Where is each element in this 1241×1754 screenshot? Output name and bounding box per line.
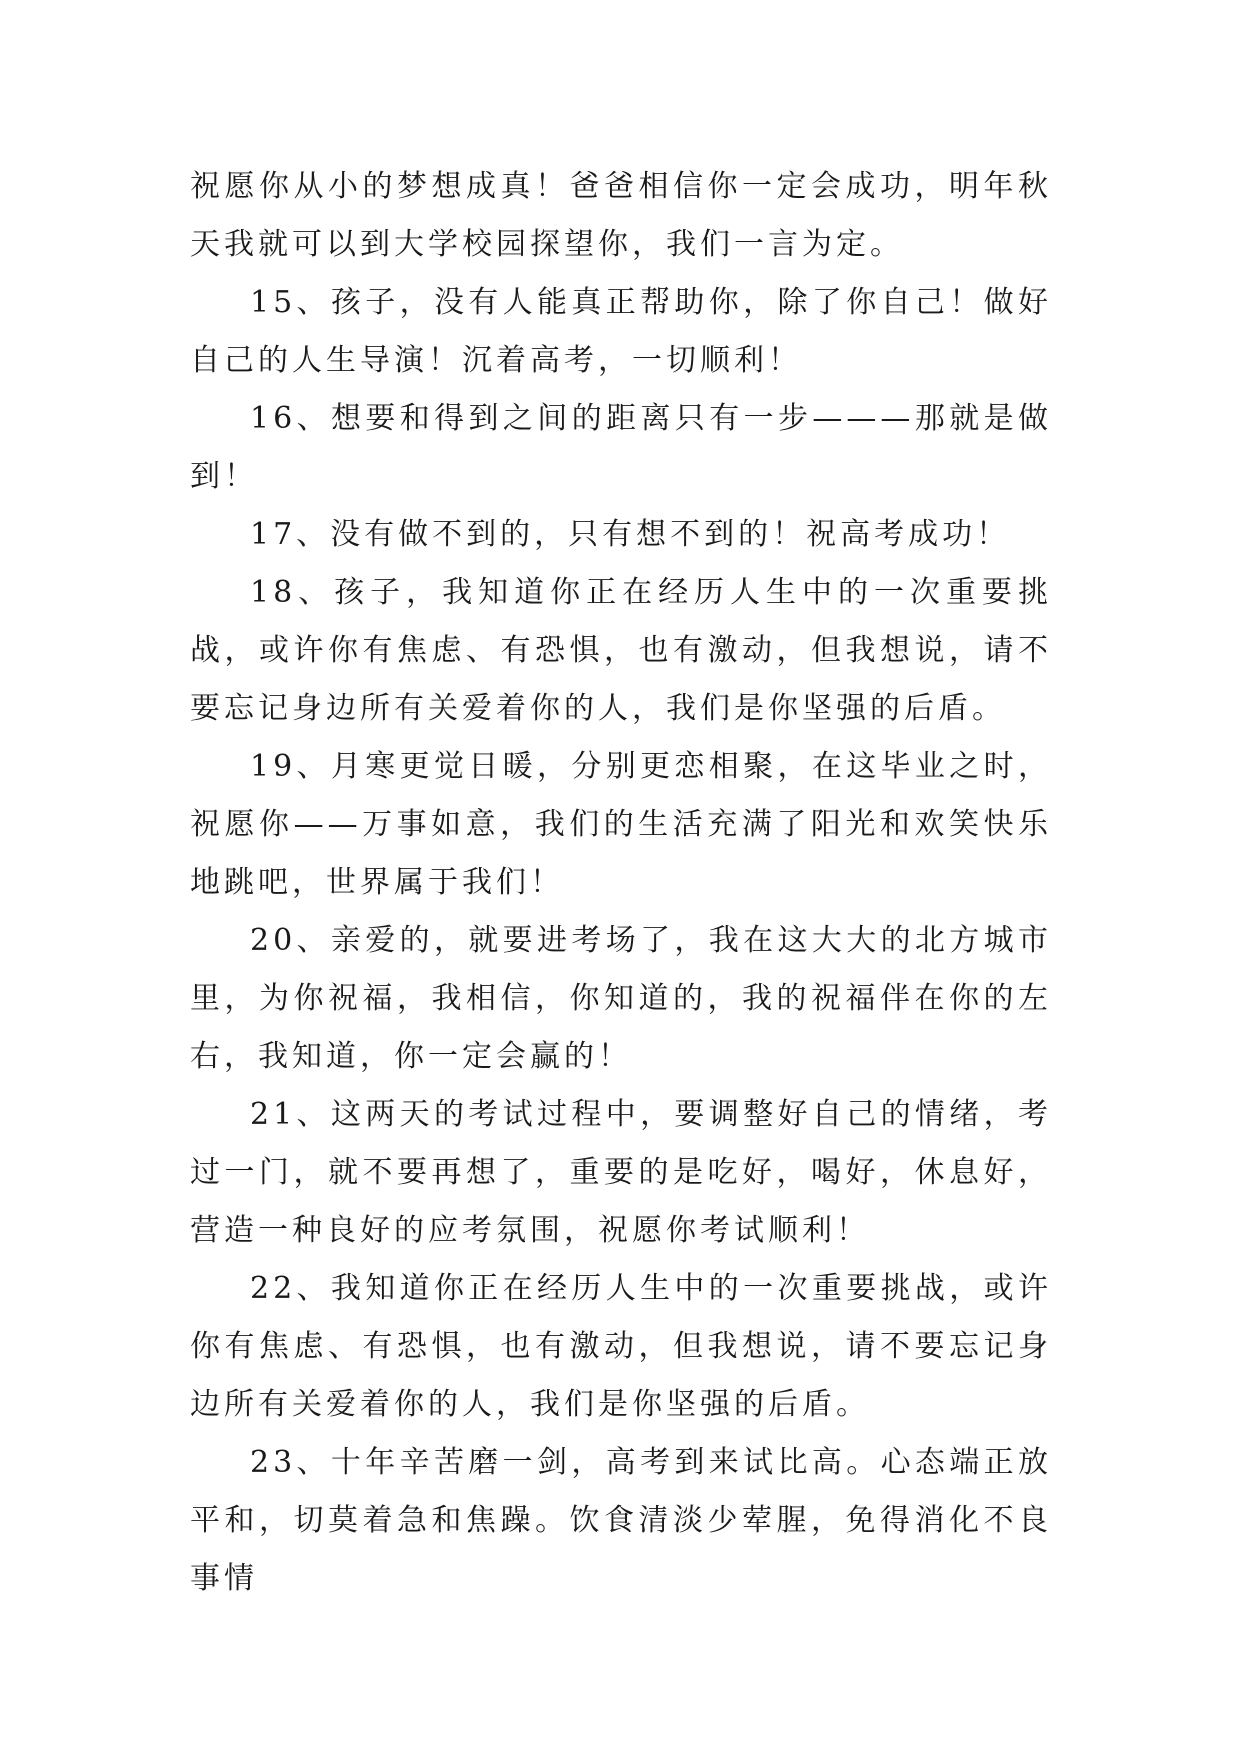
document-body — [190, 158, 1052, 1608]
paragraph-continuation: 祝愿你从小的梦想成真！爸爸相信你一定会成功，明年秋天我就可以到大学校园探望你，我们一言为定。 — [190, 169, 1052, 262]
paragraph-22: 22、我知道你正在经历人生中的一次重要挑战，或许你有焦虑、有恐惧，也有激动，但我想说，请不要忘记身边所有关爱着你的人，我们是你坚强的后盾。 — [190, 1271, 1052, 1422]
paragraph-21: 21、这两天的考试过程中，要调整好自己的情绪，考过一门，就不要再想了，重要的是吃好，喝好，休息好，营造一种良好的应考氛围，祝愿你考试顺利！ — [190, 1097, 1052, 1248]
paragraph-15: 15、孩子，没有人能真正帮助你，除了你自己！做好自己的人生导演！沉着高考，一切顺利！ — [190, 285, 1052, 378]
paragraph-17: 17、没有做不到的，只有想不到的！祝高考成功！ — [250, 517, 1011, 552]
paragraph-18: 18、孩子，我知道你正在经历人生中的一次重要挑战，或许你有焦虑、有恐惧，也有激动，但我想说，请不要忘记身边所有关爱着你的人，我们是你坚强的后盾。 — [190, 575, 1052, 726]
paragraph-23: 23、十年辛苦磨一剑，高考到来试比高。心态端正放平和，切莫着急和焦躁。饮食清淡少荤腥，免得消化不良事情 — [190, 1445, 1052, 1596]
paragraph-16: 16、想要和得到之间的距离只有一步———那就是做到！ — [190, 401, 1052, 494]
paragraph-19: 19、月寒更觉日暖，分别更恋相聚，在这毕业之时，祝愿你——万事如意，我们的生活充满了阳光和欢笑快乐地跳吧，世界属于我们！ — [190, 749, 1052, 900]
paragraph-20: 20、亲爱的，就要进考场了，我在这大大的北方城市里，为你祝福，我相信，你知道的，我的祝福伴在你的左右，我知道，你一定会赢的！ — [190, 923, 1052, 1074]
